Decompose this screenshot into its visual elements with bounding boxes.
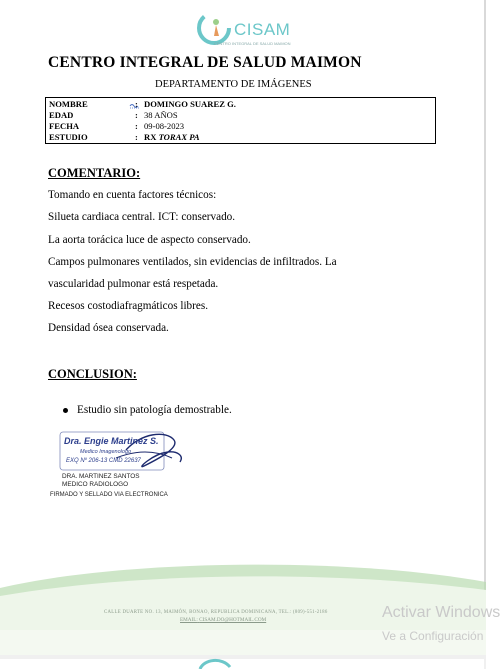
comment-line: La aorta torácica luce de aspecto conservado. <box>48 234 251 246</box>
comment-line: vascularidad pulmonar está respetada. <box>48 278 219 290</box>
logo-name: CISAM <box>234 20 291 39</box>
study-italic: TORAX PA <box>158 132 200 142</box>
comment-line: Recesos costodiafragmáticos libres. <box>48 300 208 312</box>
bullet-icon <box>63 408 68 413</box>
comment-heading: COMENTARIO: <box>48 166 141 180</box>
stamp-doctor-id: EXQ Nº 206-13 CMD 22637 <box>66 458 141 464</box>
info-label: ESTUDIO <box>49 132 88 142</box>
footer-email-link[interactable] <box>180 617 266 623</box>
signature-role: MEDICO RADIOLOGO <box>62 481 129 488</box>
footer-email-prefix: EMAIL: <box>180 617 198 623</box>
study-date-value: 09-08-2023 <box>144 121 185 131</box>
patient-info-box <box>45 97 436 144</box>
windows-activation-hint: Ve a Configuración <box>382 629 484 643</box>
conclusion-item: Estudio sin patología demostrable. <box>77 404 232 416</box>
logo-tagline: CENTRO INTEGRAL DE SALUD MAIMON <box>214 41 291 46</box>
study-type-value <box>144 132 200 143</box>
comment-line: Campos pulmonares ventilados, sin evidencias de infiltrados. La <box>48 256 337 268</box>
spellcheck-mark-icon <box>129 101 141 109</box>
info-label: NOMBRE <box>49 99 88 109</box>
info-separator: : <box>135 110 138 120</box>
next-page-logo-icon <box>196 657 236 669</box>
patient-row-name <box>49 99 432 110</box>
footer-email-address: CISAM.DO@HOTMAIL.COM <box>199 617 267 623</box>
windows-activation-watermark: Activar Windows <box>382 604 500 621</box>
patient-row-study <box>49 132 432 143</box>
doctor-stamp <box>56 428 186 472</box>
signature-note: FIRMADO Y SELLADO VIA ELECTRONICA <box>50 492 168 498</box>
department-title: DEPARTAMENTO DE IMÁGENES <box>155 79 312 90</box>
signature-name: DRA. MARTINEZ SANTOS <box>62 473 140 480</box>
patient-row-age <box>49 110 432 121</box>
stamp-doctor-name: Dra. Engie Martinez S. <box>64 436 159 446</box>
info-separator: : <box>135 99 138 109</box>
patient-name-value: DOMINGO SUAREZ G. <box>144 99 236 109</box>
comment-line: Densidad ósea conservada. <box>48 322 169 334</box>
cisam-logo <box>196 8 296 50</box>
comment-line: Silueta cardiaca central. ICT: conservado. <box>48 211 236 223</box>
page-title: CENTRO INTEGRAL DE SALUD MAIMON <box>48 54 362 71</box>
footer-address: CALLE DUARTE NO. 13, MAIMÓN, BONAO, REPUBLICA DOMINICANA, TEL.: (809)-551-2186 <box>104 610 328 615</box>
info-separator: : <box>135 132 138 142</box>
study-prefix: RX <box>144 132 159 142</box>
stamp-doctor-role: Medico Imagenologo <box>80 449 132 455</box>
conclusion-heading: CONCLUSION: <box>48 367 137 381</box>
info-separator: : <box>135 121 138 131</box>
comment-line: Tomando en cuenta factores técnicos: <box>48 189 217 201</box>
info-label: EDAD <box>49 110 74 120</box>
patient-row-date <box>49 121 432 132</box>
info-label: FECHA <box>49 121 80 131</box>
patient-age-value: 38 AÑOS <box>144 110 178 120</box>
next-page-top <box>0 659 484 669</box>
